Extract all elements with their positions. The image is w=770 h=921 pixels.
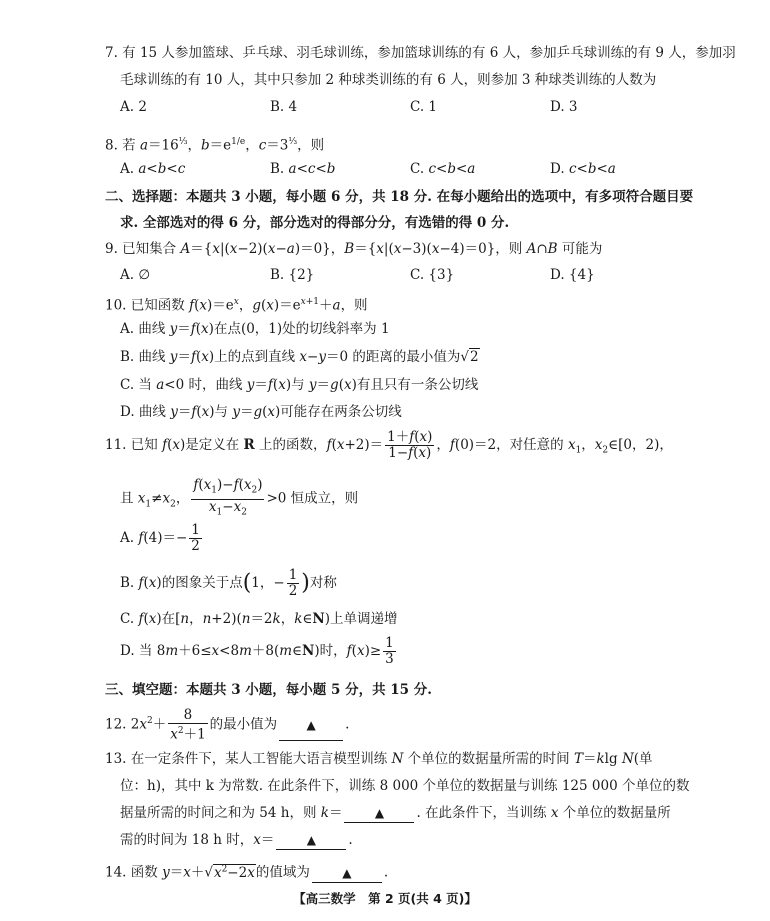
q8-stem: 8. 若 $a=16^{\frac{1}{3}}$，$b=e^{1/e}$，$c=3^{\frac{1}{3}}$，则 [105,137,325,154]
q8-option-d: D. c<b<a [550,161,616,177]
q9-option-b: B. {2} [270,267,315,283]
q10-option-d: D. 曲线 y＝f(x)与 y＝g(x)可能存在两条公切线 [120,404,402,420]
q11-option-a: A. f(4)＝− $\frac{1}{2}$ [120,522,200,554]
q7-option-d: D. 3 [550,99,578,115]
q13-line1: 13. 在一定条件下，某人工智能大语言模型训练 N 个单位的数据量所需的时间 T＝klg N(单 [105,751,653,767]
q7-line2: 毛球训练的有 10 人，其中只参加 2 种球类训练的有 6 人，则参加 3 种球类训练的人数为 [120,72,657,88]
q11-option-b: B. f(x)的图象关于点(1，− $\frac{1}{2}$ )对称 [120,567,337,599]
q7-option-a: A. 2 [120,99,147,115]
q13-line3: 据量所需的时间之和为 54 h，则 k＝ ▲ . 在此条件下，当训练 x 个单位的数据量所 [120,805,671,821]
q10-option-b: B. 曲线 y＝f(x)上的点到直线 x−y＝0 的距离的最小值为√2 [120,349,479,365]
q9-stem: 9. 已知集合 A＝{x|(x−2)(x−a)＝0}，B＝{x|(x−3)(x−4)＝0}，则 A∩B 可能为 [105,241,603,257]
q9-option-c: C. {3} [410,267,455,283]
q13-line4: 需的时间为 18 h 时，x＝ ▲ . [120,832,353,848]
q7-option-b: B. 4 [270,99,298,115]
q13-line2: 位：h)，其中 k 为常数. 在此条件下，训练 8 000 个单位的数据量与训练 125 000 个单位的数 [120,778,690,794]
q8-option-a: A. a<b<c [120,161,186,177]
section-2-line1: 二、选择题：本题共 3 小题，每小题 6 分，共 18 分. 在每小题给出的选项中，有多项符合题目要 [105,189,694,205]
section-2-line2: 求. 全部选对的得 6 分，部分选对的得部分分，有选错的得 0 分. [120,215,510,231]
q8-option-b: B. a<c<b [270,161,336,177]
q10-option-a: A. 曲线 y＝f(x)在点(0，1)处的切线斜率为 1 [120,321,390,337]
q9-option-a: A. ∅ [120,267,151,283]
q7-option-c: C. 1 [410,99,438,115]
q12-stem: 12. $2x^2+$ $\frac{8}{x^2+1}$ 的最小值为 ▲ . [105,706,350,743]
q10-option-c: C. 当 a<0 时，曲线 y＝f(x)与 y＝g(x)有且只有一条公切线 [120,377,479,393]
q11-stem-line2: 且 $x_1\ne x_2$， $\frac{f(x_1)-f(x_2)}{x_1-x_2}$ >0 恒成立，则 [120,477,359,518]
q14-stem: 14. 函数 $y=x+√x^2-2x$的值域为 ▲ . [105,864,389,881]
q10-stem: 10. 已知函数 $f(x)=e^x$，$g(x)=e^{x+1}+a$，则 [105,297,368,314]
section-3-title: 三、填空题：本题共 3 小题，每小题 5 分，共 15 分. [105,682,432,698]
q7-line1: 7. 有 15 人参加篮球、乒乓球、羽毛球训练，参加篮球训练的有 6 人，参加乒乓球训练的有 9 人，参加羽 [105,45,736,61]
q11-option-c: C. f(x)在[n，n+2)(n＝2k，k∈N)上单调递增 [120,611,398,627]
q11-stem-line1: 11. 已知 f(x)是定义在 R 上的函数，f(x+2)＝ $\frac{1+f(x)}{1-f(x)}$ ，f(0)＝2，对任意的 $x_1$，$x_2\in[0$，2)， [105,429,673,461]
page-footer: 【高三数学 第 2 页(共 4 页)】 [293,891,477,906]
q9-option-d: D. {4} [550,267,595,283]
q11-option-d: D. 当 8m＋6≤x<8m＋8(m∈N)时，f(x)≥ $\frac{1}{3}$ [120,635,394,667]
q8-option-c: C. c<b<a [410,161,476,177]
